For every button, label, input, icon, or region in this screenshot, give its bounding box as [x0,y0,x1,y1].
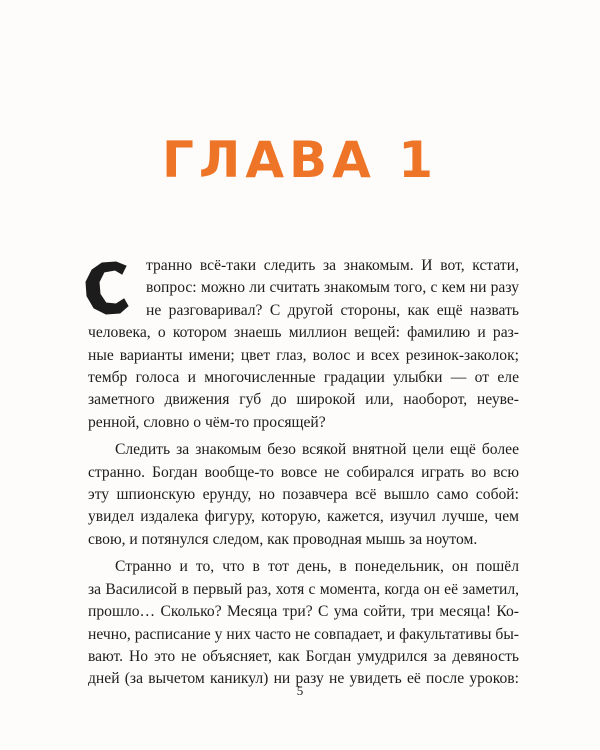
text-line: не разговаривал? С другой стороны, как ещё назвать [146,301,519,319]
text-line: эту шпионскую ерунду, но позавчера всё вышло само собой: [88,486,519,504]
text-line: Странно и то, что в тот день, в понедельник, он пошёл [115,558,519,576]
text-line: заметного движения губ до широкой или, наоборот, неуве- [88,391,519,409]
paragraph-1 [88,255,519,434]
text-line: человека, о котором знаешь миллион вещей: фамилию и раз- [88,324,519,342]
text-line: прошло… Сколько? Месяца три? С ума сойти, три месяца! Ко- [88,603,519,621]
chapter-title: ГЛАВА 1 [161,131,439,189]
text-line: дней (за вычетом каникул) ни разу не увидеть её после уроков: [88,670,519,688]
text-line: свою, и потянулся следом, как проводная мышь за ноутом. [88,530,478,548]
text-line: транно всё-таки следить за знакомым. И вот, кстати, [146,257,519,274]
text-line: странно. Богдан вообще-то вовсе не собирался играть во всю [88,463,519,481]
paragraph-3 [88,556,519,690]
body-text [88,255,519,691]
text-line: ренной, словно о чём-то просящей? [88,413,326,431]
text-line: нечно, расписание у них часто не совпадает, и факультативы бы- [88,625,519,643]
text-line: Следить за знакомым безо всякой внятной цели ещё более [115,441,519,459]
text-line: ные варианты имени; цвет глаз, волос и всех резинок-заколок; [88,346,519,364]
text-line: увидел издалека фигуру, которую, кажется, изучил лучше, чем [88,508,519,526]
text-line: вопрос: можно ли считать знакомым того, с кем ни разу [146,279,519,297]
text-line: тембр голоса и многочисленные градации улыбки — от еле [88,369,519,387]
paragraph-2 [88,439,519,551]
drop-cap-letter [82,258,132,316]
text-line: за Василисой в первый раз, хотя с момента, когда он её заметил, [88,580,519,598]
text-line: вают. Но это не объясняет, как Богдан умудрился за девяность [88,647,519,665]
page-number: 5 [296,683,304,698]
